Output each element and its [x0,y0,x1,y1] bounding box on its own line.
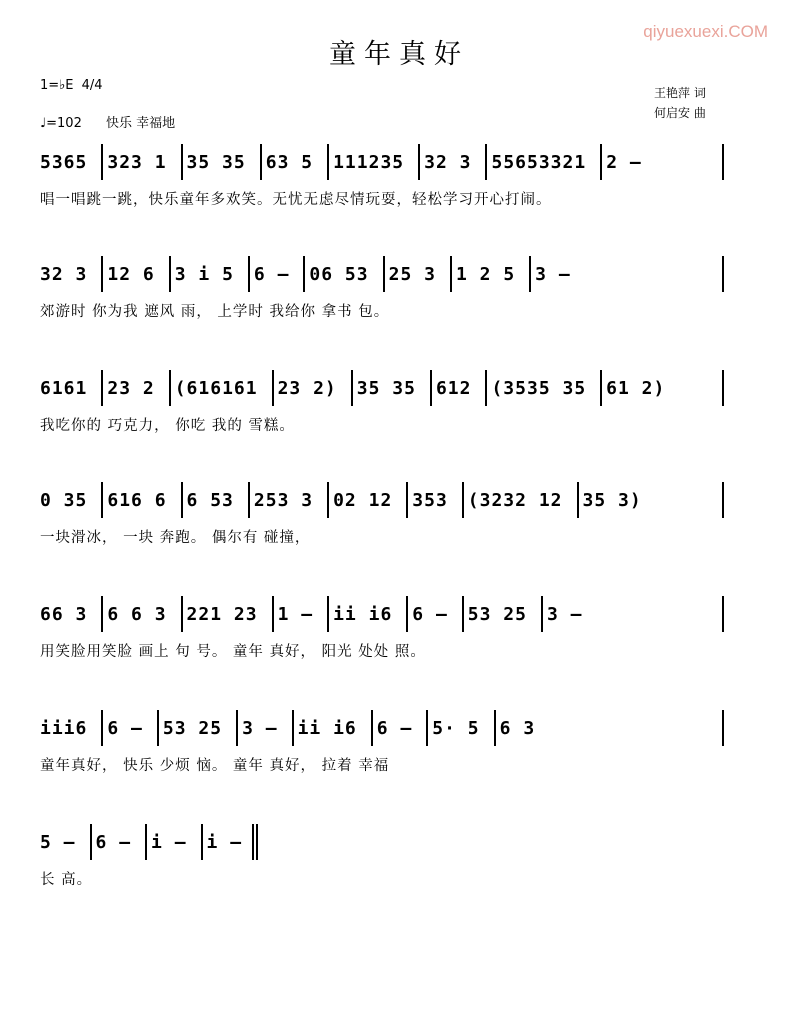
measure: 353 [406,482,462,518]
notation-system [40,716,760,740]
measure: 66 3 [40,603,88,625]
measure: 6 – [248,256,304,292]
lyric-line: 唱一唱跳一跳，快乐童年多欢笑。无忧无虑尽情玩耍，轻松学习开心打闹。 [40,192,552,208]
key-label: 1=♭E [40,78,74,93]
measure: 1 – [272,596,328,632]
measure: 616 6 [101,482,180,518]
measure: 2 – [600,144,656,180]
measure: ii i6 [292,710,371,746]
measure: 6 3 [494,710,550,746]
measure: 61 2) [600,370,679,406]
measure: 23 2) [272,370,351,406]
bar-line [722,144,724,180]
lyric-line: 童年真好， 快乐 少烦 恼。 童年 真好， 拉着 幸福 [40,758,390,774]
lyricist-credit: 王艳萍 词 [654,86,706,100]
measure: iii6 [40,717,88,739]
measure: 5365 [40,151,88,173]
measure: 12 6 [101,256,168,292]
composer-credit: 何启安 曲 [654,106,706,120]
measure: 253 3 [248,482,327,518]
measure: 6161 [40,377,88,399]
measure: 02 12 [327,482,406,518]
measure: 06 53 [303,256,382,292]
measure: (3535 35 [485,370,600,406]
notation-system [40,262,760,286]
measure: (3232 12 [462,482,577,518]
measure: 53 25 [462,596,541,632]
measure: i – [201,824,259,860]
measure: 221 23 [181,596,272,632]
measure: 6 6 3 [101,596,180,632]
measure: 612 [430,370,486,406]
notation-system [40,830,760,854]
time-signature: 4/4 [81,78,103,93]
measure: 5 – [40,831,76,853]
measure: 63 5 [260,144,327,180]
measure: 0 35 [40,489,88,511]
measure: 5· 5 [426,710,493,746]
measure: 23 2 [101,370,168,406]
measure: 32 3 [418,144,485,180]
measure: 35 35 [181,144,260,180]
watermark: qiyuexuexi.COM [643,22,768,41]
measure: 3 – [529,256,585,292]
lyric-line: 我吃你的 巧克力， 你吃 我的 雪糕。 [40,418,295,434]
lyric-line: 长 高。 [40,872,93,888]
measure: (616161 [169,370,272,406]
expression-label: 快乐 幸福地 [105,116,176,131]
bar-line [722,482,724,518]
key-signature [40,78,103,93]
notation-system [40,602,760,626]
song-title: 童年真好 [329,39,469,70]
measure: 25 3 [383,256,450,292]
notation-system [40,150,760,174]
measure: 6 – [90,824,146,860]
lyric-line: 郊游时 你为我 遮风 雨， 上学时 我给你 拿书 包。 [40,304,390,320]
measure: i – [145,824,201,860]
measure: 35 35 [351,370,430,406]
measure: 32 3 [40,263,88,285]
measure: 35 3) [577,482,656,518]
measure: 3 – [541,596,597,632]
measure: 6 – [406,596,462,632]
notation-system [40,376,760,400]
measure: 55653321 [485,144,600,180]
measure: 53 25 [157,710,236,746]
lyric-line: 用笑脸用笑脸 画上 句 号。 童年 真好， 阳光 处处 照。 [40,644,426,660]
measure: 6 – [371,710,427,746]
measure: 1 2 5 [450,256,529,292]
measure: 6 – [101,710,157,746]
bar-line [722,256,724,292]
tempo-marking [40,112,175,131]
notation-system [40,488,760,512]
measure: 111235 [327,144,418,180]
bar-line [722,710,724,746]
measure: ii i6 [327,596,406,632]
bar-line [722,370,724,406]
bar-line [722,596,724,632]
measure: 323 1 [101,144,180,180]
measure: 6 53 [181,482,248,518]
measure: 3 – [236,710,292,746]
lyric-line: 一块滑冰， 一块 奔跑。 偶尔有 碰撞， [40,530,311,546]
tempo-label: ♩=102 [40,116,82,131]
measure: 3 i 5 [169,256,248,292]
